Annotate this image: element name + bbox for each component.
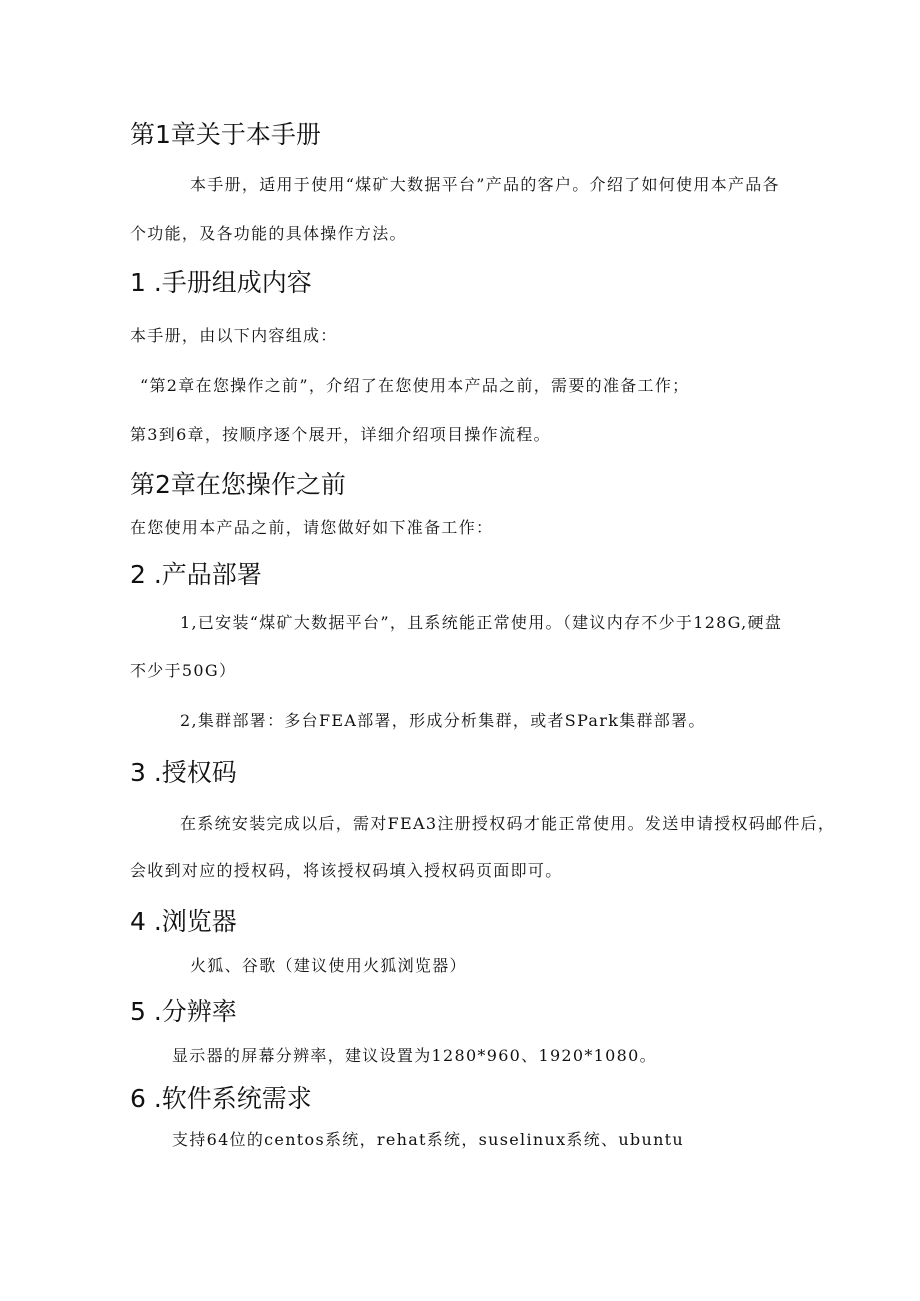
section-browser-title: 4 .浏览器 bbox=[130, 907, 237, 936]
section-deploy-item1-line2: 不少于50G） bbox=[130, 661, 237, 680]
section-composition-line1: 本手册，由以下内容组成： bbox=[130, 326, 338, 345]
section-composition-title: 1 .手册组成内容 bbox=[130, 268, 312, 297]
section-license-line2: 会收到对应的授权码，将该授权码填入授权码页面即可。 bbox=[130, 861, 563, 880]
section-resolution-line1: 显示器的屏幕分辨率，建议设置为1280*960、1920*1080。 bbox=[172, 1046, 657, 1065]
chapter1-intro-line1: 本手册，适用于使用“煤矿大数据平台”产品的客户。介绍了如何使用本产品各 bbox=[190, 175, 780, 194]
section-composition-line3: 第3到6章，按顺序逐个展开，详细介绍项目操作流程。 bbox=[130, 425, 551, 444]
section-deploy-item1-line1: 1,已安装“煤矿大数据平台”，且系统能正常使用。（建议内存不少于128G,硬盘 bbox=[180, 613, 783, 632]
chapter2-intro: 在您使用本产品之前，请您做好如下准备工作： bbox=[130, 518, 494, 537]
section-deploy-title: 2 .产品部署 bbox=[130, 560, 262, 589]
section-composition-line2: “第2章在您操作之前”，介绍了在您使用本产品之前，需要的准备工作； bbox=[140, 376, 690, 395]
chapter2-title: 第2章在您操作之前 bbox=[130, 470, 346, 499]
section-browser-line1: 火狐、谷歌（建议使用火狐浏览器） bbox=[190, 956, 467, 975]
section-software-title: 6 .软件系统需求 bbox=[130, 1084, 312, 1113]
chapter1-intro-line2: 个功能，及各功能的具体操作方法。 bbox=[130, 224, 407, 243]
section-software-line1: 支持64位的centos系统，rehat系统，suselinux系统、ubuntu bbox=[172, 1130, 685, 1149]
section-deploy-item2: 2,集群部署：多台FEA部署，形成分析集群，或者SPark集群部署。 bbox=[180, 711, 706, 730]
section-license-title: 3 .授权码 bbox=[130, 758, 237, 787]
chapter1-title: 第1章关于本手册 bbox=[130, 120, 321, 149]
section-license-line1: 在系统安装完成以后，需对FEA3注册授权码才能正常使用。发送申请授权码邮件后， bbox=[180, 814, 836, 833]
section-resolution-title: 5 .分辨率 bbox=[130, 997, 237, 1026]
